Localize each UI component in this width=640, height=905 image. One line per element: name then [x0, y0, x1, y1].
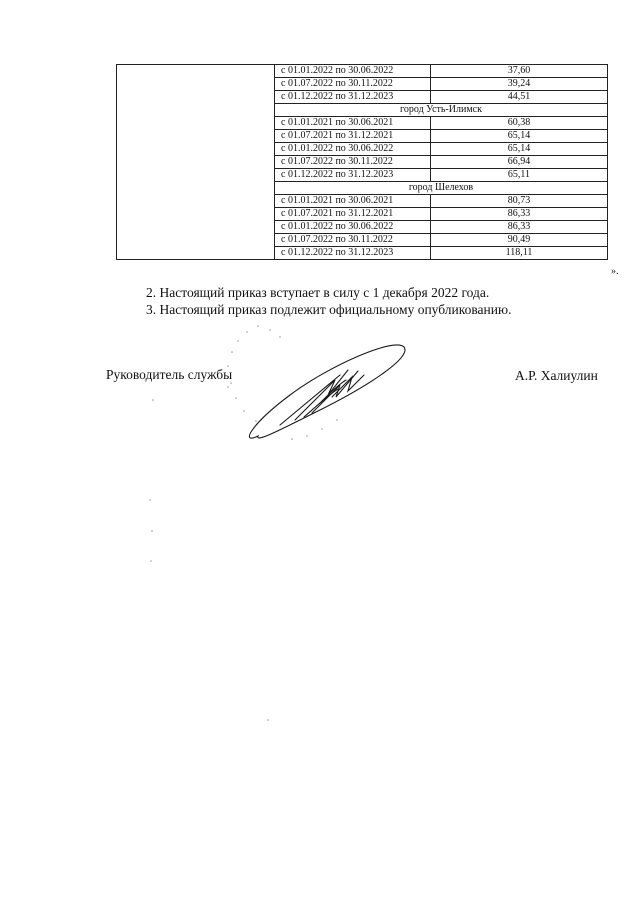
city-name: город Усть-Илимск	[275, 104, 608, 117]
signatory-position: Руководитель службы	[106, 367, 233, 382]
period-cell: с 01.12.2022 по 31.12.2023	[275, 247, 431, 260]
value-cell: 39,24	[431, 78, 608, 91]
value-cell: 66,94	[431, 156, 608, 169]
value-cell: 86,33	[431, 208, 608, 221]
period-cell: с 01.07.2021 по 31.12.2021	[275, 208, 431, 221]
value-cell: 60,38	[431, 117, 608, 130]
value-cell: 65,14	[431, 143, 608, 156]
period-cell: с 01.01.2022 по 30.06.2022	[275, 65, 431, 78]
period-cell: с 01.12.2022 по 31.12.2023	[275, 91, 431, 104]
paragraph-3: 3. Настоящий приказ подлежит официальному опубликованию.	[146, 302, 512, 317]
signatory-name: А.Р. Халиулин	[515, 368, 598, 383]
value-cell: 118,11	[431, 247, 608, 260]
handwritten-signature	[220, 325, 420, 450]
period-cell: с 01.01.2022 по 30.06.2022	[275, 221, 431, 234]
value-cell: 37,60	[431, 65, 608, 78]
period-cell: с 01.12.2022 по 31.12.2023	[275, 169, 431, 182]
value-cell: 80,73	[431, 195, 608, 208]
value-cell: 65,11	[431, 169, 608, 182]
period-cell: с 01.01.2021 по 30.06.2021	[275, 195, 431, 208]
paragraph-2: 2. Настоящий приказ вступает в силу с 1 декабря 2022 года.	[146, 285, 490, 300]
value-cell: 44,51	[431, 91, 608, 104]
period-cell: с 01.07.2021 по 31.12.2021	[275, 130, 431, 143]
period-cell: с 01.01.2021 по 30.06.2021	[275, 117, 431, 130]
period-cell: с 01.07.2022 по 30.11.2022	[275, 156, 431, 169]
period-cell: с 01.07.2022 по 30.11.2022	[275, 234, 431, 247]
value-cell: 86,33	[431, 221, 608, 234]
period-cell: с 01.07.2022 по 30.11.2022	[275, 78, 431, 91]
period-cell: с 01.01.2022 по 30.06.2022	[275, 143, 431, 156]
city-name: город Шелехов	[275, 182, 608, 195]
value-cell: 65,14	[431, 130, 608, 143]
closing-quote: ».	[611, 266, 619, 277]
value-cell: 90,49	[431, 234, 608, 247]
